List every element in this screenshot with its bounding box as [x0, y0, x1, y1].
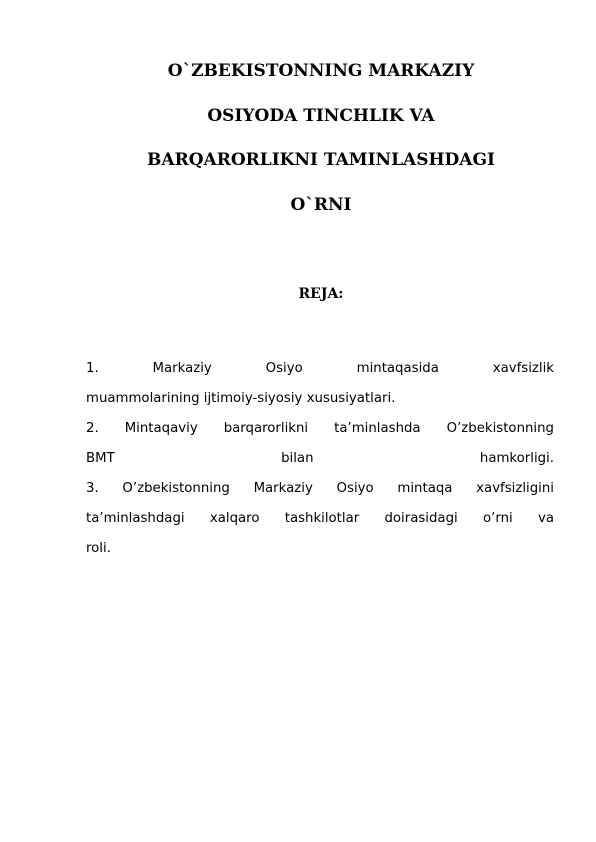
title-line: O`RNI	[290, 194, 352, 215]
title-line: BARQARORLIKNI TAMINLASHDAGI	[147, 150, 495, 170]
plan-item-1	[86, 354, 554, 414]
plan-item-line: roli.	[86, 541, 111, 556]
plan-item-2	[86, 414, 554, 474]
plan-list	[86, 354, 554, 564]
title-line: O`ZBEKISTONNING MARKAZIY	[167, 61, 475, 81]
title-line: OSIYODA TINCHLIK VA	[207, 105, 435, 126]
document-title	[86, 56, 556, 234]
plan-item-line: ta’minlashdagi xalqaro tashkilotlar doirasidagi o’rni va	[86, 511, 554, 526]
plan-item-line: muammolarining ijtimoiy-siyosiy xususiyatlari.	[86, 391, 396, 406]
plan-item-3	[86, 474, 554, 564]
plan-item-line: BMT bilan hamkorligi.	[86, 451, 554, 466]
plan-item-line: 3. O’zbekistonning Markaziy Osiyo mintaqa xavfsizligini	[86, 481, 554, 496]
plan-item-line: 2. Mintaqaviy barqarorlikni ta’minlashda O’zbekistonning	[86, 421, 554, 436]
plan-heading: REJA:	[298, 286, 344, 302]
plan-item-line: 1. Markaziy Osiyo mintaqasida xavfsizlik	[86, 361, 554, 376]
